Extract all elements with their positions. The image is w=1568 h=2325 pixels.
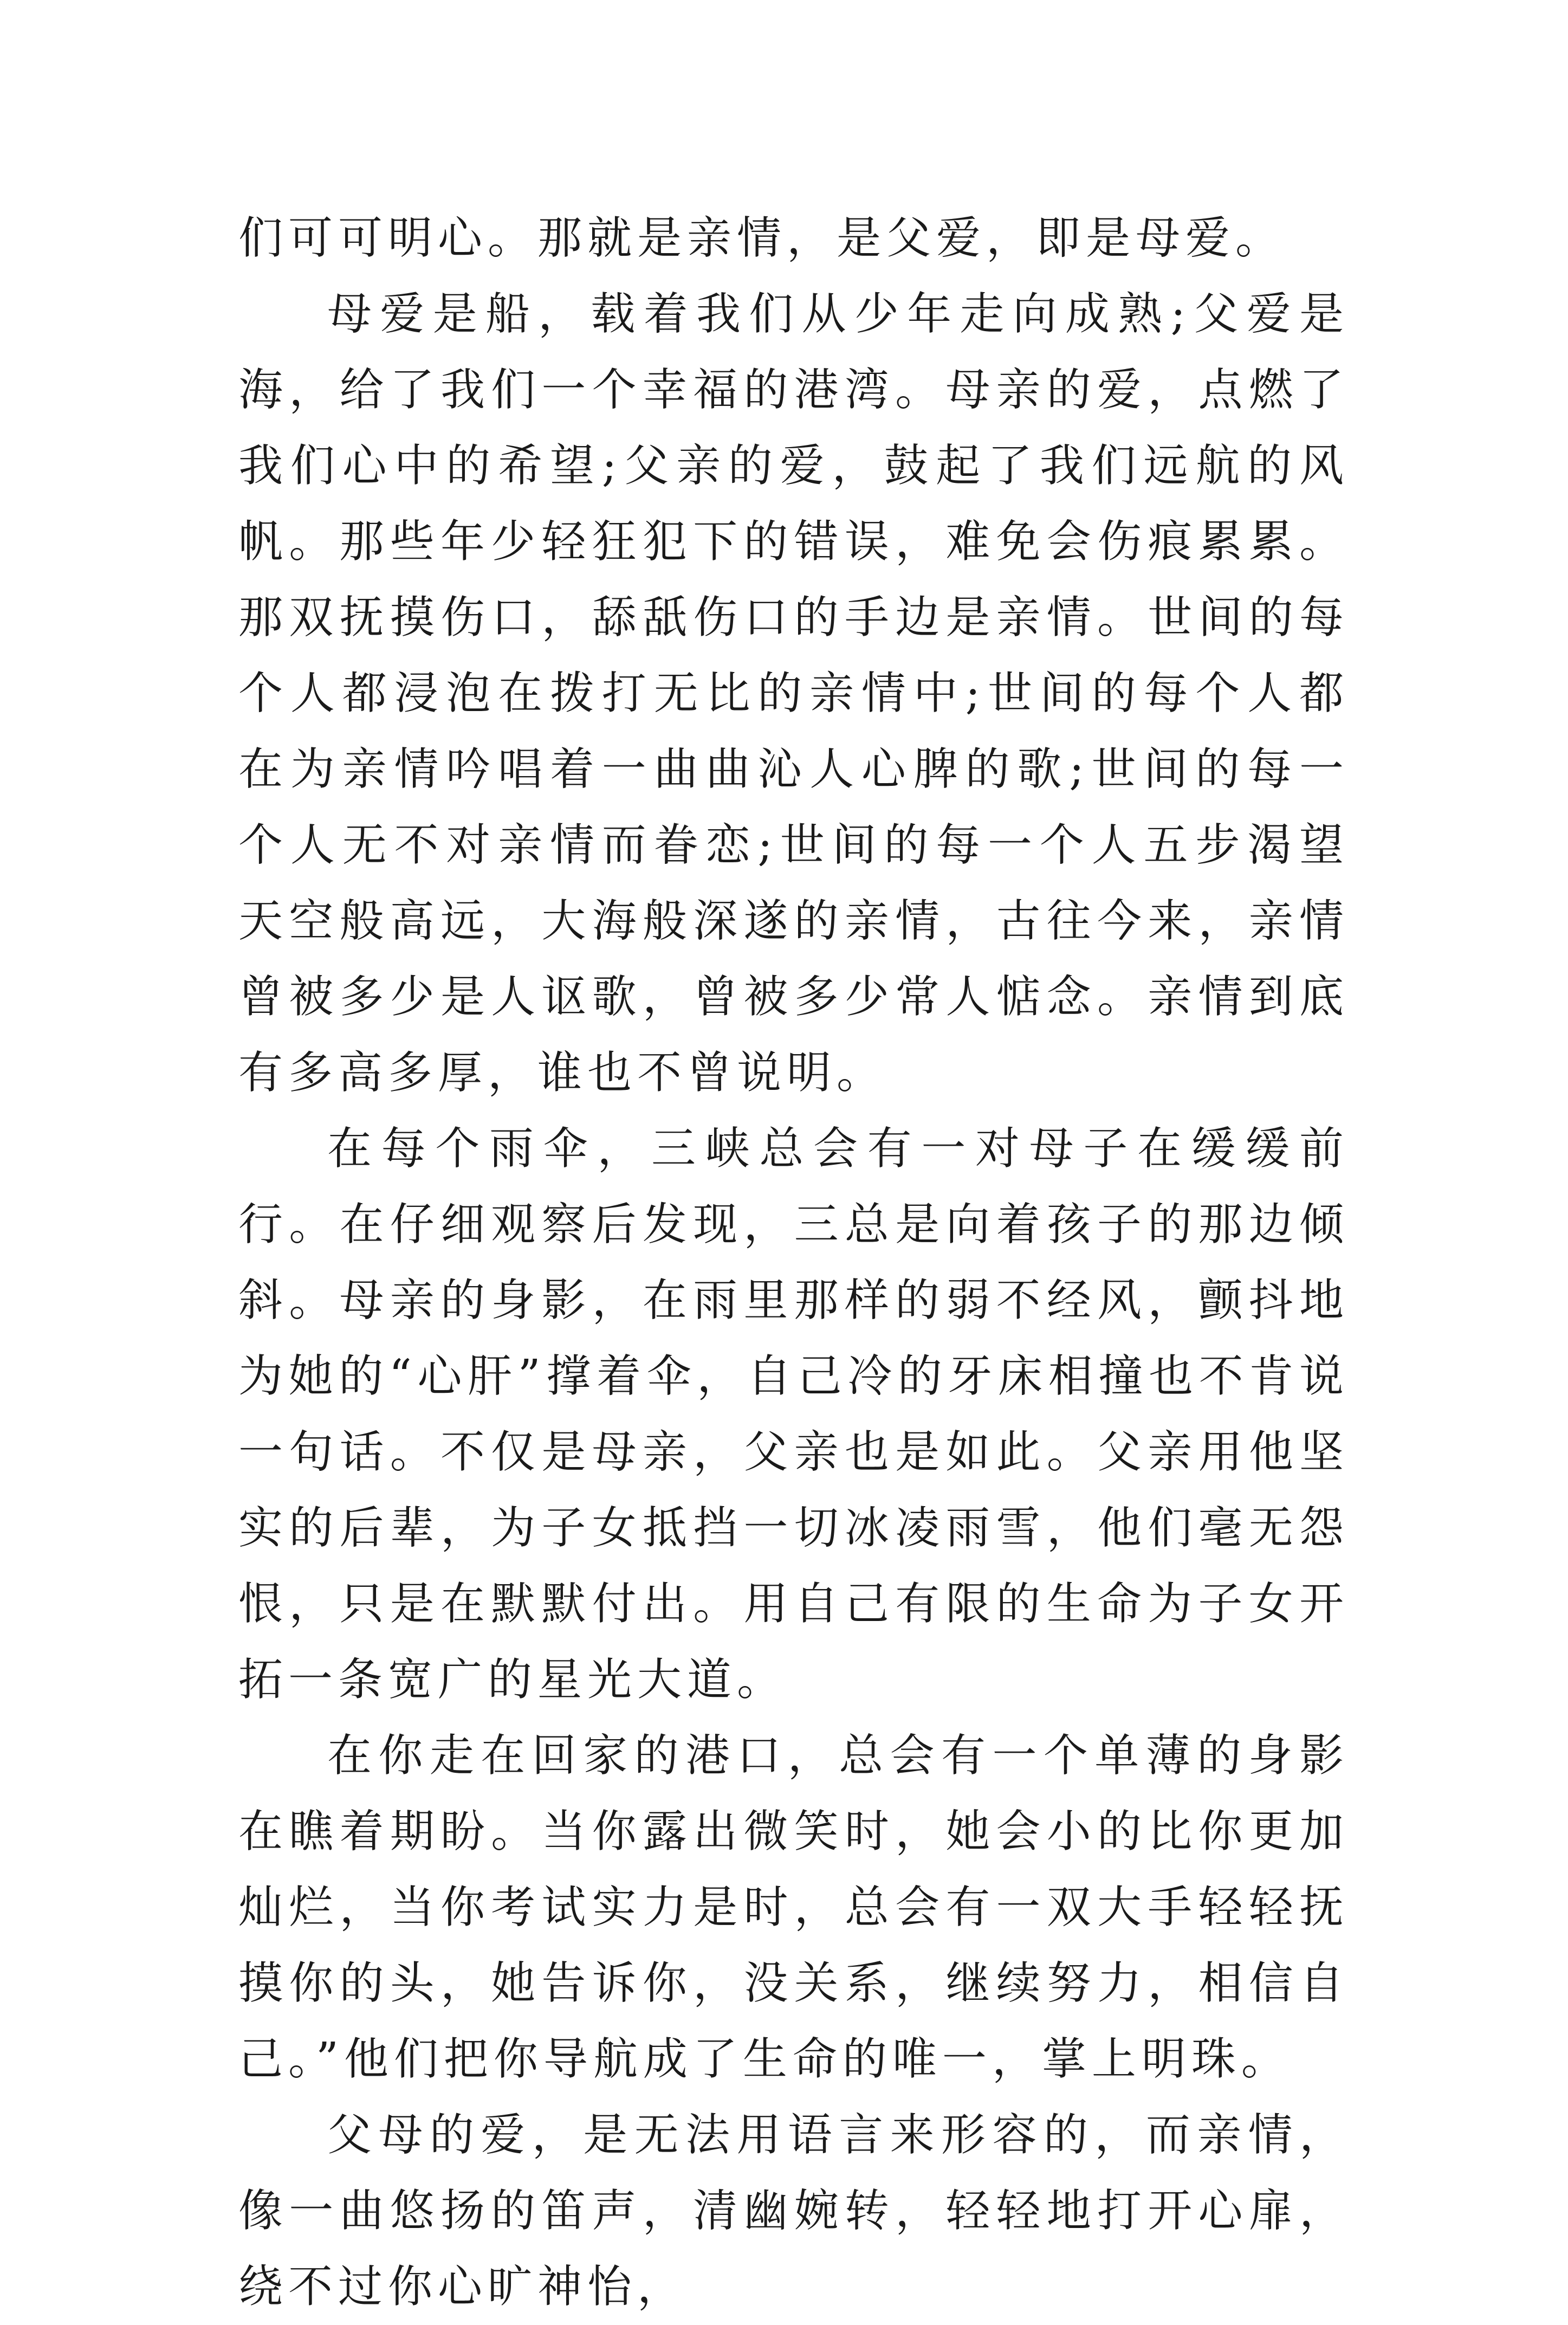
paragraph-harbor: 在你走在回家的港口，总会有一个单薄的身影在瞧着期盼。当你露出微笑时，她会小的比你更加灿烂，当你考试实力是时，总会有一双大手轻轻抚摸你的头，她告诉你，没关系，继续努力，相信自己。”他们把你导航成了生命的唯一，掌上明珠。 [238, 1730, 1349, 2085]
paragraph-flute: 父母的爱，是无法用语言来形容的，而亲情，像一曲悠扬的笛声，清幽婉转，轻轻地打开心扉，绕不过你心旷神怡， [238, 2109, 1349, 2313]
paragraph-continuation: 们可可明心。那就是亲情，是父爱，即是母爱。 [238, 212, 1286, 264]
document-body [238, 201, 1349, 2325]
paragraph-umbrella: 在每个雨伞，三峡总会有一对母子在缓缓前行。在仔细观察后发现，三总是向着孩子的那边倾斜。母亲的身影，在雨里那样的弱不经风，颤抖地为她的“心肝”撑着伞，自己冷的牙床相撞也不肯说一句话。不仅是母亲，父亲也是如此。父亲用他坚实的后辈，为子女抵挡一切冰凌雨雪，他们毫无怨恨，只是在默默付出。用自己有限的生命为子女开拓一条宽广的星光大道。 [238, 1123, 1349, 1706]
paragraph-parental-love: 母爱是船，载着我们从少年走向成熟;父爱是海，给了我们一个幸福的港湾。母亲的爱，点燃了我们心中的希望;父亲的爱，鼓起了我们远航的风帆。那些年少轻狂犯下的错误，难免会伤痕累累。那双抚摸伤口，舔舐伤口的手边是亲情。世间的每个人都浸泡在拨打无比的亲情中;世间的每个人都在为亲情吟唱着一曲曲沁人心脾的歌;世间的每一个人无不对亲情而眷恋;世间的每一个人五步渴望天空般高远，大海般深遂的亲情，古往今来，亲情曾被多少是人讴歌，曾被多少常人惦念。亲情到底有多高多厚，谁也不曾说明。 [238, 288, 1349, 1099]
